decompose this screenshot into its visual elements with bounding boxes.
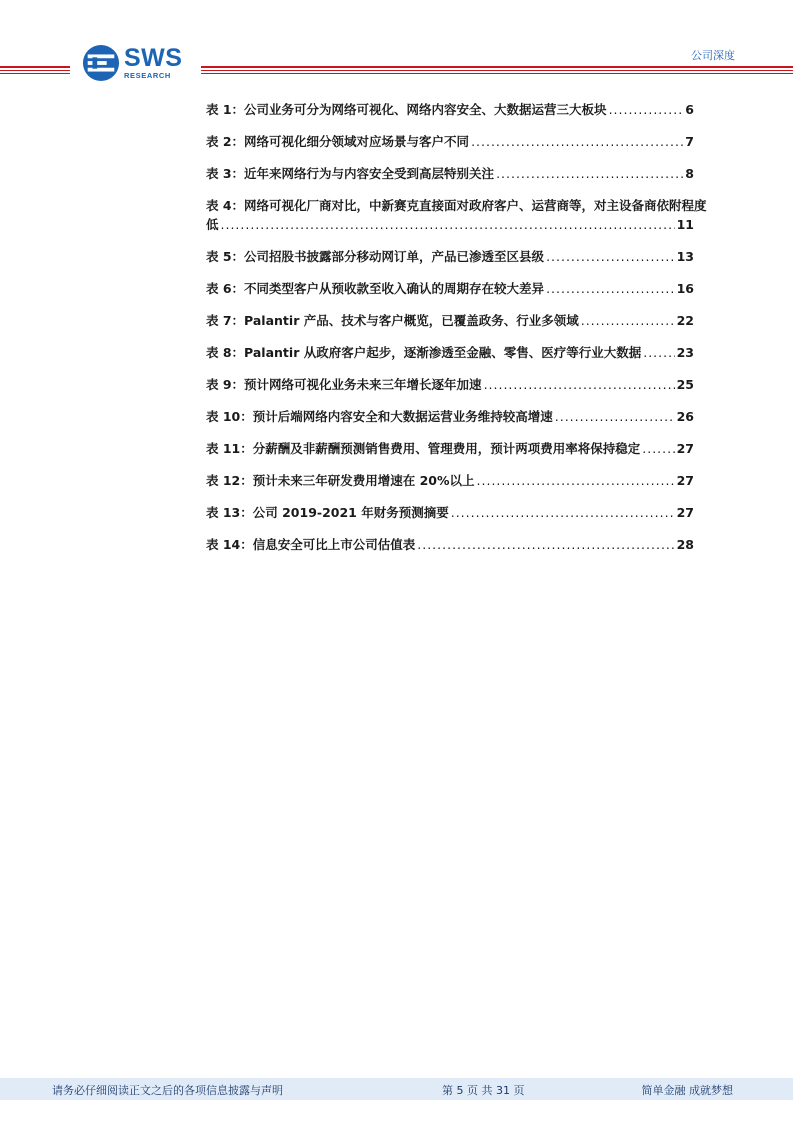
toc-leader-dots	[477, 471, 675, 490]
toc-entry[interactable]	[206, 407, 694, 426]
toc-entry[interactable]	[206, 471, 694, 490]
toc-leader-dots	[496, 164, 683, 183]
toc-leader-dots	[546, 247, 675, 266]
table-of-contents	[206, 100, 707, 567]
toc-entry[interactable]	[206, 375, 694, 394]
toc-entry[interactable]	[206, 311, 694, 330]
toc-leader-dots	[642, 439, 674, 458]
toc-entry[interactable]	[206, 164, 694, 183]
toc-entry-title: 表 11：分薪酬及非薪酬预测销售费用、管理费用，预计两项费用率将保持稳定	[206, 441, 641, 456]
logo-subtitle: RESEARCH	[124, 71, 171, 81]
page-footer	[0, 1078, 793, 1100]
toc-page-number: 11	[676, 217, 694, 232]
toc-entry[interactable]	[206, 343, 694, 362]
toc-page-number: 27	[676, 441, 694, 456]
sws-logo	[82, 44, 182, 82]
toc-entry[interactable]	[206, 535, 694, 554]
report-type-tag: 公司深度	[691, 49, 735, 62]
toc-leader-dots	[555, 407, 675, 426]
toc-page-number: 13	[676, 249, 694, 264]
toc-entry[interactable]	[206, 100, 694, 119]
toc-page-number: 27	[676, 473, 694, 488]
toc-entry[interactable]	[206, 196, 707, 234]
toc-page-number: 16	[676, 281, 694, 296]
toc-page-number: 27	[676, 505, 694, 520]
toc-entry-title-cont: 低	[206, 217, 219, 232]
toc-page-number: 8	[685, 166, 694, 181]
toc-entry-title: 表 5：公司招股书披露部分移动网订单，产品已渗透至区县级	[206, 249, 545, 264]
page-header	[0, 0, 793, 90]
toc-leader-dots	[581, 311, 675, 330]
toc-leader-dots	[471, 132, 683, 151]
toc-page-number: 23	[676, 345, 694, 360]
header-rule-left	[0, 66, 70, 74]
toc-leader-dots	[643, 343, 674, 362]
toc-entry[interactable]	[206, 503, 694, 522]
toc-page-number: 26	[676, 409, 694, 424]
toc-page-number: 25	[676, 377, 694, 392]
logo-name: SWS	[124, 44, 183, 73]
toc-leader-dots	[484, 375, 675, 394]
toc-entry-title: 表 3：近年来网络行为与内容安全受到高层特别关注	[206, 166, 495, 181]
toc-entry-title: 表 13：公司 2019-2021 年财务预测摘要	[206, 505, 449, 520]
toc-leader-dots	[417, 535, 674, 554]
toc-entry-title: 表 6：不同类型客户从预收款至收入确认的周期存在较大差异	[206, 281, 545, 296]
toc-entry-title: 表 14：信息安全可比上市公司估值表	[206, 537, 416, 552]
toc-entry-title: 表 7：Palantir 产品、技术与客户概览，已覆盖政务、行业多领域	[206, 313, 579, 328]
footer-disclaimer: 请务必仔细阅读正文之后的各项信息披露与声明	[52, 1084, 283, 1097]
toc-entry-title: 表 2：网络可视化细分领域对应场景与客户不同	[206, 134, 470, 149]
toc-leader-dots	[451, 503, 675, 522]
toc-leader-dots	[546, 279, 675, 298]
toc-leader-dots	[609, 100, 684, 119]
footer-page-info: 第 5 页 共 31 页	[442, 1084, 525, 1097]
sws-logo-icon	[82, 44, 120, 82]
toc-entry-title: 表 10：预计后端网络内容安全和大数据运营业务维持较高增速	[206, 409, 553, 424]
toc-page-number: 22	[676, 313, 694, 328]
toc-entry[interactable]	[206, 247, 694, 266]
toc-page-number: 28	[676, 537, 694, 552]
toc-entry-title: 表 12：预计未来三年研发费用增速在 20%以上	[206, 473, 475, 488]
toc-entry-title: 表 9：预计网络可视化业务未来三年增长逐年加速	[206, 377, 482, 392]
toc-entry-title: 表 8：Palantir 从政府客户起步，逐渐渗透至金融、零售、医疗等行业大数据	[206, 345, 642, 360]
toc-leader-dots	[221, 215, 675, 234]
toc-entry-title: 表 4：网络可视化厂商对比，中新赛克直接面对政府客户、运营商等，对主设备商依附程度	[206, 198, 707, 213]
toc-page-number: 6	[685, 102, 694, 117]
toc-entry[interactable]	[206, 279, 694, 298]
footer-slogan: 简单金融 成就梦想	[641, 1084, 733, 1097]
toc-entry-title: 表 1：公司业务可分为网络可视化、网络内容安全、大数据运营三大板块	[206, 102, 607, 117]
toc-page-number: 7	[685, 134, 694, 149]
toc-entry[interactable]	[206, 132, 694, 151]
header-rule-right	[201, 66, 793, 74]
toc-entry[interactable]	[206, 439, 694, 458]
